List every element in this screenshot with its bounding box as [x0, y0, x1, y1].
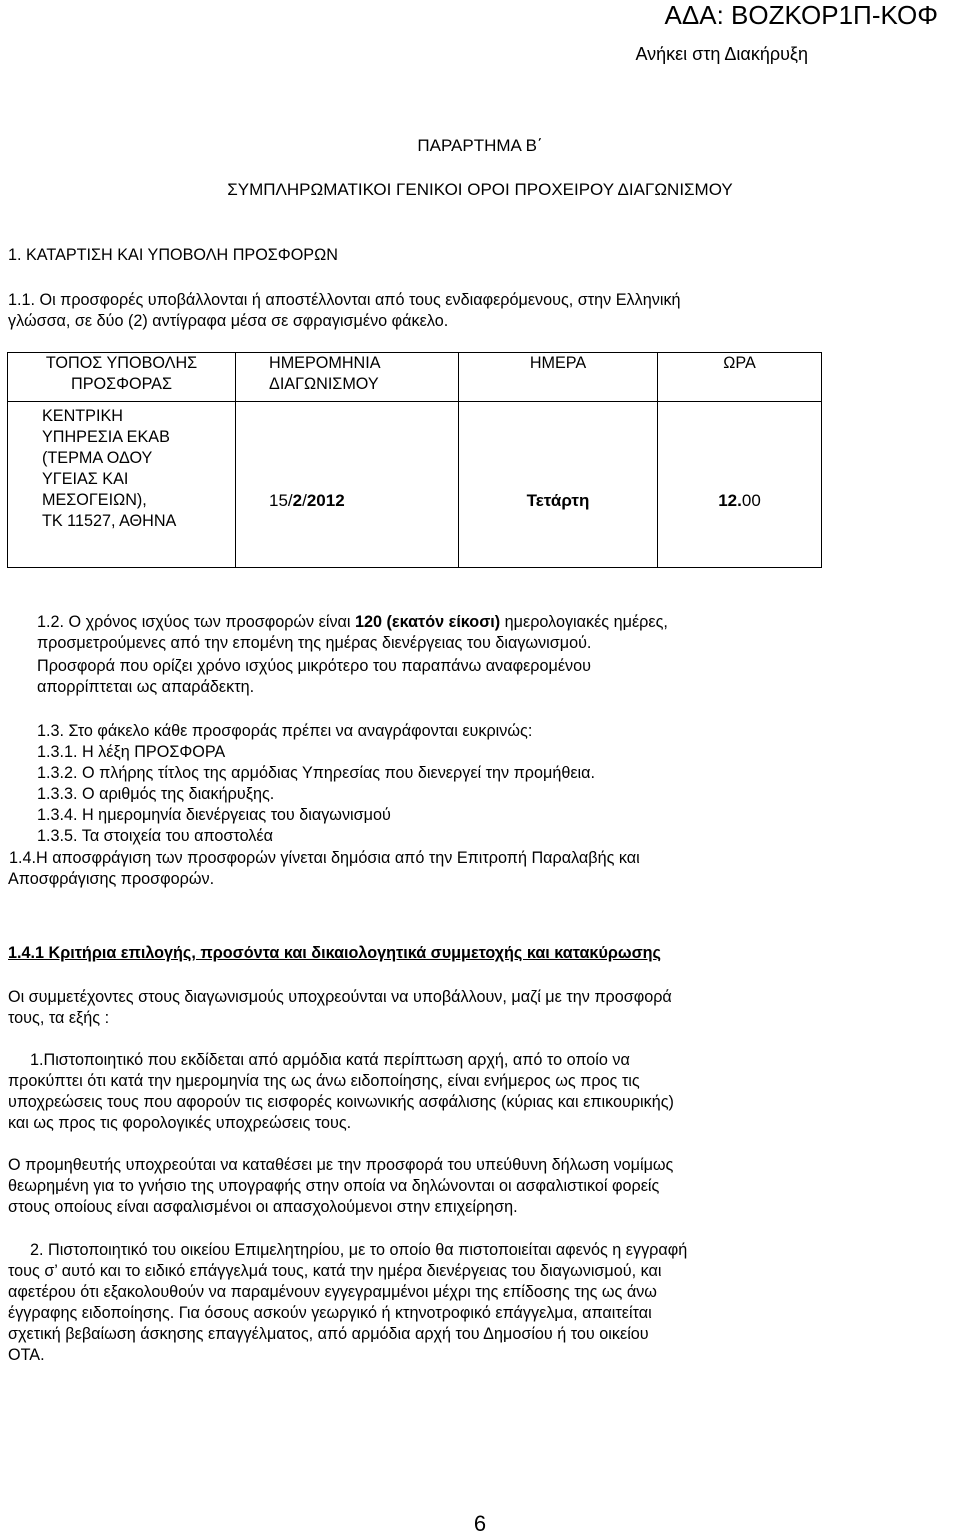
document-code: ΑΔΑ: ΒΟΖΚΟΡ1Π-ΚΟΦ — [664, 0, 938, 30]
paragraph-certificate-1: 1.Πιστοποιητικό που εκδίδεται από αρμόδια κατά περίπτωση αρχή, από το οποίο να προκύπτει ότι κατά την ημερομηνία της ως άνω ειδοποίησης, είναι ενήμερος ως προς τις υποχρεώσεις τους που αφορούν τις εισφορές κοινωνικής ασφάλισης (κύριας και επικουρικής) και ως προς τις φορολογικές υποχρεώσεις τους. — [8, 1051, 674, 1132]
place-value: ΚΕΝΤΡΙΚΗ ΥΠΗΡΕΣΙΑ ΕΚΑΒ (ΤΕΡΜΑ ΟΔΟΥ ΥΓΕΙΑΣ ΚΑΙ ΜΕΣΟΓΕΙΩΝ), ΤΚ 11527, ΑΘΗΝΑ — [8, 402, 236, 568]
paragraph-1-2-b: Προσφορά που ορίζει χρόνο ισχύος μικρότερο του παραπάνω αναφερομένου απορρίπτεται ως απαράδεκτη. — [37, 657, 591, 696]
list-item: 1.3.4. Η ημερομηνία διενέργειας του διαγωνισμού — [37, 806, 391, 824]
paragraph-1-3: 1.3. Στο φάκελο κάθε προσφοράς πρέπει να αναγράφονται ευκρινώς: — [37, 722, 533, 740]
document-note: Ανήκει στη Διακήρυξη — [635, 44, 808, 64]
paragraph-line: γλώσσα, σε δύο (2) αντίγραφα μέσα σε σφραγισμένο φάκελο. — [8, 312, 449, 330]
paragraph-1-4: 1.4.Η αποσφράγιση των προσφορών γίνεται δημόσια από την Επιτροπή Παραλαβής και Αποσφράγισης προσφορών. — [8, 849, 640, 888]
paragraph-line: 1.1. Οι προσφορές υποβάλλονται ή αποστέλλονται από τους ενδιαφερόμενους, στην Ελληνική — [8, 291, 681, 309]
paragraph-requirements: Οι συμμετέχοντες στους διαγωνισμούς υποχρεούνται να υποβάλλουν, μαζί με την προσφορά τους, τα εξής : — [8, 988, 672, 1027]
day-value: Τετάρτη — [459, 402, 658, 568]
paragraph-1-2: 1.2. Ο χρόνος ισχύος των προσφορών είναι 120 (εκατόν είκοσι) ημερολογιακές ημέρες, προσμετρούμενες από την επομένη της ημέρας διενέργειας του διαγωνισμού. — [37, 613, 668, 652]
header-place: ΤΟΠΟΣ ΥΠΟΒΟΛΗΣ ΠΡΟΣΦΟΡΑΣ — [8, 353, 236, 402]
paragraph-certificate-2: 2. Πιστοποιητικό του οικείου Επιμελητηρίου, με το οποίο θα πιστοποιείται αφενός η εγγραφή τους σ’ αυτό και το ειδικό επάγγελμά τους, κατά την ημέρα διενέργειας του διαγωνισμού, και αφετέρου ότι εξακολουθούν να παραμένουν εγγεγραμμένοι μέχρι της επίδοσης της ως άνω έγγραφης ειδοποίησης. Για όσους ασκούν γεωργικό ή κτηνοτροφικό επάγγελμα, απαιτείται σχετική βεβαίωση άσκησης επαγγέλματος, από αρμόδια αρχή του Δημοσίου ή του οικείου ΟΤΑ. — [8, 1241, 688, 1364]
annex-title: ΠΑΡΑΡΤΗΜΑ Β΄ — [417, 136, 543, 155]
page-number: 6 — [473, 1511, 487, 1536]
header-day: ΗΜΕΡΑ — [459, 353, 658, 402]
list-item: 1.3.2. Ο πλήρης τίτλος της αρμόδιας Υπηρεσίας που διενεργεί την προμήθεια. — [37, 764, 596, 782]
list-item: 1.3.1. Η λέξη ΠΡΟΣΦΟΡΑ — [37, 743, 226, 761]
list-item: 1.3.5. Τα στοιχεία του αποστολέα — [37, 827, 273, 845]
time-value: 12.00 — [658, 402, 822, 568]
paragraph-1-1 — [8, 290, 810, 332]
header-date: ΗΜΕΡΟΜΗΝΙΑ ΔΙΑΓΩΝΙΣΜΟΥ — [236, 353, 459, 402]
section-1-4-1-heading: 1.4.1 Κριτήρια επιλογής, προσόντα και δικαιολογητικά συμμετοχής και κατακύρωσης — [8, 944, 661, 962]
submission-table — [7, 352, 822, 568]
paragraph-declaration: Ο προμηθευτής υποχρεούται να καταθέσει με την προσφορά του υπεύθυνη δήλωση νομίμως θεωρημένη για το γνήσιο της υπογραφής στην οποία να δηλώνονται οι ασφαλιστικοί φορείς στους οποίους είναι ασφαλισμένοι οι απασχολούμενοι στην επιχείρηση. — [8, 1156, 674, 1216]
date-value: 15/2/2012 — [236, 402, 459, 568]
list-item: 1.3.3. Ο αριθμός της διακήρυξης. — [37, 785, 275, 803]
header-time: ΩΡΑ — [658, 353, 822, 402]
section-heading: 1. ΚΑΤΑΡΤΙΣΗ ΚΑΙ ΥΠΟΒΟΛΗ ΠΡΟΣΦΟΡΩΝ — [8, 246, 338, 264]
annex-subtitle: ΣΥΜΠΛΗΡΩΜΑΤΙΚΟΙ ΓΕΝΙΚΟΙ ΟΡΟΙ ΠΡΟΧΕΙΡΟΥ ΔΙΑΓΩΝΙΣΜΟΥ — [227, 180, 733, 199]
